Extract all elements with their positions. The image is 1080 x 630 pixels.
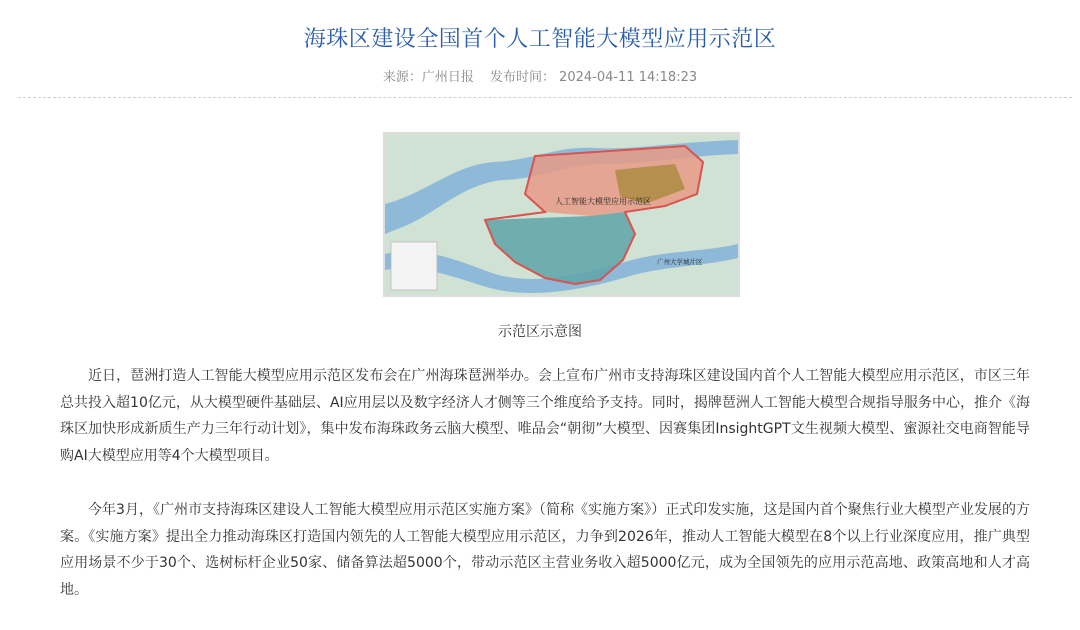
zone-label: 人工智能大模型应用示范区: [555, 197, 651, 206]
publish-time-prefix: 发布时间：: [490, 70, 556, 85]
article-meta: [0, 66, 1080, 85]
publish-time-label: [490, 70, 697, 85]
article-source: 来源：广州日报: [382, 70, 474, 85]
map-graphic: [385, 134, 738, 295]
publish-time-value: 2024-04-11 14:18:23: [559, 70, 698, 85]
park-label: 广州大学城片区: [657, 258, 703, 266]
paragraph-2: 今年3月，《广州市支持海珠区建设人工智能大模型应用示范区实施方案》（简称《实施方案》）正式印发实施，这是国内首个聚焦行业大模型产业发展的方案。《实施方案》提出全力推动海珠区打造国内领先的人工智能大模型应用示范区，力争到2026年，推动人工智能大模型在8个以上行业深度应用，推广典型应用场景不少于30个、选树标杆企业50家、储备算法超5000个，带动示范区主营业务收入超5000亿元，成为全国领先的应用示范高地、政策高地和人才高地。: [60, 502, 1030, 598]
article-title: 海珠区建设全国首个人工智能大模型应用示范区: [303, 27, 777, 52]
figure-caption: 示范区示意图: [498, 324, 582, 340]
paragraph-1: 近日，琶洲打造人工智能大模型应用示范区发布会在广州海珠琶洲举办。会上宣布广州市支持海珠区建设国内首个人工智能大模型应用示范区，市区三年总共投入超10亿元，从大模型硬件基础层、AI应用层以及数字经济人才侧等三个维度给予支持。同时，揭牌琶洲人工智能大模型合规指导服务中心，推介《海珠区加快形成新质生产力三年行动计划》，集中发布海珠政务云脑大模型、唯品会“朝彻”大模型、因赛集团InsightGPT文生视频大模型、蜜源社交电商智能导购AI大模型应用等4个大模型项目。: [60, 368, 1030, 464]
header-divider: [18, 97, 1072, 98]
map-legend: [391, 242, 437, 290]
demo-zone-map: [383, 132, 740, 297]
